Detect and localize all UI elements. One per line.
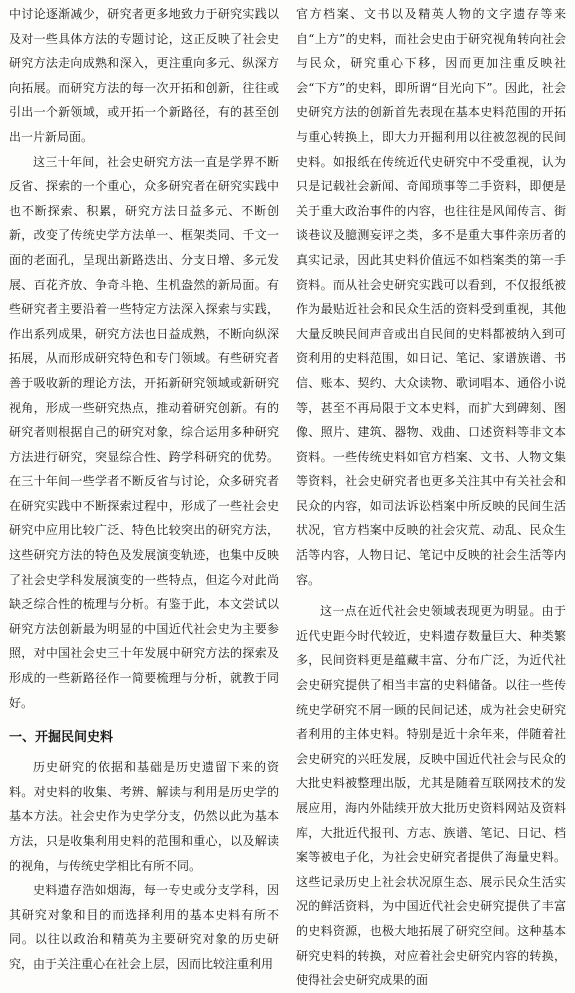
paragraph-historical-sources: 历史研究的依据和基础是历史遗留下来的资料。对史料的收集、考辨、解读与利用是历史学的基本方法。社会史作为史学分支，仍然以此为基本方法，只是收集利用史料的范围和重心，以及解读的视角，与传统史学相比有所不同。 <box>9 760 279 873</box>
paragraph-modern-social-history: 这一点在近代社会史领域表现更为明显。由于近代史距今时代较近，史料遗存数量巨大、种类繁多，民间资料更是蕴藏丰富、分布广泛，为近代社会史研究提供了相当丰富的史料储备。以往一些传统史学研究不屑一顾的民间记述，成为社会史研究者利用的主体史料。特别是近十余年来，伴随着社会史研究的兴旺发展，反映中国近代社会与民众的大批史料被整理出版，尤其是随着互联网技术的发展应用，海内外陆续开放大批历史资料网站及资料库，大批近代报刊、方志、族谱、笔记、日记、档案等被电子化，为社会史研究者提供了海量史料。这些记录历史上社会状况原生态、展示民众生活实况的鲜活资料，为中国近代社会史研究提供了丰富的史料资源，也极大地拓展了研究空间。这种基本研究史料的转换，对应着社会史研究内容的转换，使得社会史研究成果的面 <box>296 604 566 988</box>
left-column <box>9 2 279 971</box>
paragraph-source-selection: 史料遗存浩如烟海，每一专史或分支学科，因其研究对象和目的而选择利用的基本史料有所不同。以往以政治和精英为主要研究对象的历史研究，由于关注重心在社会上层，因而比较注重利用 <box>9 883 279 971</box>
right-column <box>296 2 566 988</box>
paragraph-intro-continued: 中讨论逐渐减少，研究者更多地致力于研究实践以及对一些具体方法的专题讨论，这正反映了社会史研究方法走向成熟和深入，更注重向多元、纵深方向拓展。而研究方法的每一次开拓和创新，往往或引出一个新领域，或开拓一个新路径，有的甚至创出一片新局面。 <box>9 7 279 144</box>
paragraph-three-decades: 这三十年间，社会史研究方法一直是学界不断反省、探索的一个重心，众多研究者在研究实践中也不断探索、积累，研究方法日益多元、不断创新，改变了传统史学方法单一、框架类同、千文一面的老面孔，呈现出新路迭出、分支日增、多元发展、百花齐放、争奇斗艳、生机盎然的新局面。有些研究者主要沿着一些特定方法深入探索与实践，作出系列成果，研究方法也日益成熟，不断向纵深拓展，从而形成研究特色和专门领域。有些研究者善于吸收新的理论方法，开拓新研究领域或新研究视角，形成一些研究热点，推动着研究创新。有的研究者则根据自己的研究对象，综合运用多种研究方法进行研究，突显综合性、跨学科研究的优势。在三十年间一些学者不断反省与讨论，众多研究者在研究实践中不断探索过程中，形成了一些社会史研究中应用比较广泛、特色比较突出的研究方法，这些研究方法的特色及发展演变轨迹，也集中反映了社会史学科发展演变的一些特点，但迄今对此尚缺乏综合性的梳理与分析。有鉴于此，本文尝试以研究方法创新最为明显的中国近代社会史为主要参照，对中国社会史三十年发展中研究方法的探索及形成的一些新路径作一简要梳理与分析，就教于同好。 <box>9 154 279 710</box>
section-heading-folk-sources: 一、开掘民间史料 <box>9 730 114 746</box>
paragraph-source-shift: 官方档案、文书以及精英人物的文字遗存等来自“上方”的史料，而社会史由于研究视角转向社会与民众，研究重心下移，因而更加注重反映社会“下方”的史料，即所谓“目光向下”。因此，社会史研究方法的创新首先表现在基本史料范围的开拓与重心转换上，即大力开掘利用以往被忽视的民间史料。如报纸在传统近代史研究中不受重视，认为只是记载社会新闻、奇闻琐事等二手资料，即便是关于重大政治事件的内容，也往往是风闻传言、街谈巷议及臆测妄评之类，多不是重大事件亲历者的真实记录，因此其史料价值远不如档案类的第一手资料。而从社会史研究实践可以看到，不仅报纸被作为最贴近社会和民众生活的资料受到重视，其他大量反映民间声音或出自民间的史料都被纳入到可资利用的史料范围，如日记、笔记、家谱族谱、书信、账本、契约、大众读物、歌词唱本、通俗小说等，甚至不再局限于文本史料，而扩大到碑刻、图像、照片、建筑、器物、戏曲、口述资料等非文本资料。一些传统史料如官方档案、文书、人物文集等资料，社会史研究者也更多关注其中有关社会和民众的内容，如司法诉讼档案中所反映的民间生活状况，官方档案中反映的社会灾荒、动乱、民众生活等内容，人物日记、笔记中反映的社会生活等内容。 <box>296 7 566 587</box>
